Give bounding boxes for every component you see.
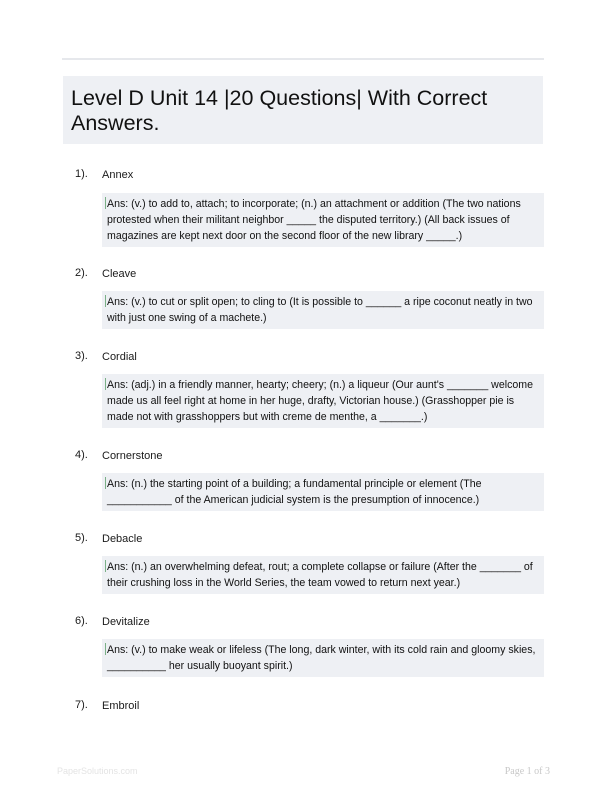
question-term: Embroil (102, 700, 140, 712)
answer-box (102, 291, 544, 329)
answer-text: Ans: (adj.) in a friendly manner, hearty; cheery; (n.) a liqueur (Our aunt's _______ welcome made us all feel right at home in her huge, drafty, Victorian house.) (Grasshopper pie is made not with grasshoppers but with creme de menthe, a _______.) (107, 379, 533, 423)
top-divider (62, 58, 544, 60)
answer-text: Ans: (v.) to add to, attach; to incorporate; (n.) an attachment or addition (The two nations protested when their militant neighbor _____ the disputed territory.) (All back issues of magazines are kept next door on the second floor of the new library _____.) (107, 198, 521, 242)
answer-box (102, 193, 544, 247)
question-term: Cordial (102, 351, 137, 363)
question-number: 4). (75, 449, 88, 461)
question-term: Cleave (102, 268, 137, 280)
answer-text: Ans: (n.) an overwhelming defeat, rout; a complete collapse or failure (After the _______ of their crushing loss in the World Series, the team vowed to return next year.) (107, 561, 533, 589)
answer-text: Ans: (v.) to make weak or lifeless (The long, dark winter, with its cold rain and gloomy skies, __________ her usually buoyant spirit.) (107, 644, 536, 672)
page-indicator: Page 1 of 3 (504, 766, 550, 777)
question-number: 5). (75, 532, 88, 544)
question-term: Debacle (102, 533, 143, 545)
document-title: Level D Unit 14 |20 Questions| With Correct Answers. (71, 86, 488, 135)
answer-box (102, 556, 544, 594)
question-term: Cornerstone (102, 450, 163, 462)
answer-box (102, 374, 544, 428)
answer-text: Ans: (n.) the starting point of a building; a fundamental principle or element (The ___________ of the American judicial system is the presumption of innocence.) (107, 478, 482, 506)
question-term: Annex (102, 169, 134, 181)
question-number: 2). (75, 267, 88, 279)
question-number: 6). (75, 615, 88, 627)
question-number: 3). (75, 350, 88, 362)
title-banner (63, 76, 543, 144)
question-term: Devitalize (102, 616, 150, 628)
answer-box (102, 473, 544, 511)
question-number: 7). (75, 699, 88, 711)
question-number: 1). (75, 168, 88, 180)
answer-box (102, 639, 544, 677)
footer-watermark: PaperSolutions.com (57, 766, 138, 776)
answer-text: Ans: (v.) to cut or split open; to cling to (It is possible to ______ a ripe coconut neatly in two with just one swing of a machete.) (107, 296, 533, 324)
